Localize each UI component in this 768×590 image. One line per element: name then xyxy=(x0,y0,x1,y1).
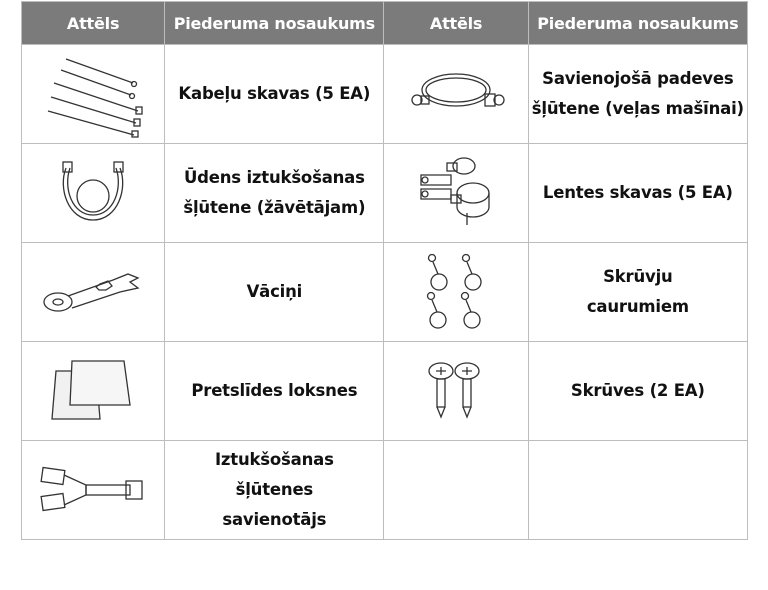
cable-ties-icon xyxy=(38,49,148,139)
image-cell xyxy=(22,441,165,540)
item-name: Kabeļu skavas (5 EA) xyxy=(178,84,371,103)
empty-name-cell xyxy=(528,441,747,540)
table-row xyxy=(22,45,748,144)
image-cell xyxy=(384,45,528,144)
item-name: Vāciņi xyxy=(246,282,303,301)
header-name-2: Piederuma nosaukums xyxy=(528,2,747,45)
item-name-cell xyxy=(165,342,384,441)
table-header-row xyxy=(22,2,748,45)
item-name-cell xyxy=(165,243,384,342)
header-image: Attēls xyxy=(22,2,165,45)
item-name-line: Iztukšošanas xyxy=(214,450,334,469)
hole-caps-icon xyxy=(421,252,491,332)
item-name-line: šļūtenes xyxy=(235,480,314,499)
item-name: Lentes skavas (5 EA) xyxy=(542,183,733,202)
inlet-hose-icon xyxy=(401,64,511,124)
wrench-icon xyxy=(38,262,148,322)
header-name: Piederuma nosaukums xyxy=(165,2,384,45)
image-cell xyxy=(22,342,165,441)
band-clamps-icon xyxy=(411,153,501,233)
table-row xyxy=(22,243,748,342)
item-name-cell xyxy=(165,441,384,540)
item-name-line: šļūtene (veļas mašīnai) xyxy=(531,99,744,118)
image-cell xyxy=(384,243,528,342)
item-name-line: Savienojošā padeves xyxy=(542,69,734,88)
item-name-cell xyxy=(528,243,747,342)
item-name-line: caurumiem xyxy=(586,297,689,316)
drain-hose-connector-icon xyxy=(38,465,148,515)
accessories-table xyxy=(21,1,748,540)
empty-image-cell xyxy=(384,441,528,540)
item-name-line: Skrūvju xyxy=(603,267,673,286)
item-name-cell xyxy=(528,342,747,441)
image-cell xyxy=(22,144,165,243)
item-name-cell xyxy=(528,144,747,243)
item-name-cell xyxy=(165,144,384,243)
image-cell xyxy=(22,45,165,144)
image-cell xyxy=(384,342,528,441)
drain-hose-icon xyxy=(48,158,138,228)
item-name-cell xyxy=(528,45,747,144)
table-row xyxy=(22,144,748,243)
item-name: Skrūves (2 EA) xyxy=(570,381,705,400)
item-name-cell xyxy=(165,45,384,144)
table-row xyxy=(22,441,748,540)
image-cell xyxy=(384,144,528,243)
item-name: Pretslīdes loksnes xyxy=(191,381,358,400)
screws-icon xyxy=(426,361,486,421)
item-name-line: Ūdens iztukšošanas xyxy=(183,168,365,187)
table-row xyxy=(22,342,748,441)
anti-slip-sheets-icon xyxy=(48,359,138,423)
item-name-line: šļūtene (žāvētājam) xyxy=(183,198,366,217)
item-name-line: savienotājs xyxy=(222,510,327,529)
header-image-2: Attēls xyxy=(384,2,528,45)
image-cell xyxy=(22,243,165,342)
